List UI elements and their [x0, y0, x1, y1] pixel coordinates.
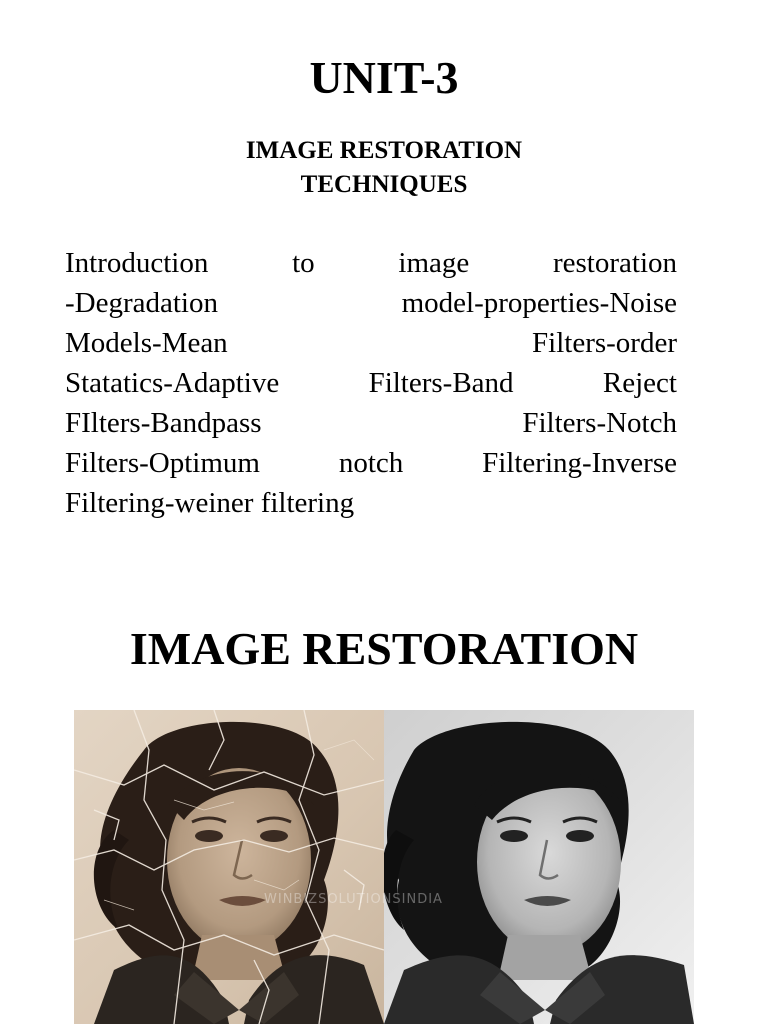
section-heading	[0, 134, 768, 202]
restored-portrait-photo	[384, 710, 694, 1024]
intro-word: Filtering-weiner filtering	[65, 487, 355, 519]
intro-word: image	[398, 247, 470, 279]
intro-line	[65, 483, 677, 523]
intro-paragraph	[65, 243, 677, 523]
intro-word: Filters-Notch	[522, 407, 677, 439]
intro-word: Statatics-Adaptive	[65, 367, 280, 399]
unit-title: UNIT-3	[309, 52, 459, 103]
intro-word: Models-Mean	[65, 327, 228, 359]
damaged-portrait-photo	[74, 710, 384, 1024]
intro-line	[65, 443, 677, 483]
restoration-photo-comparison	[74, 710, 694, 1024]
intro-word: Filters-order	[532, 327, 677, 359]
intro-line	[65, 243, 677, 283]
section-heading-line-1: IMAGE RESTORATION	[245, 137, 523, 164]
intro-word: -Degradation	[65, 287, 218, 319]
intro-line	[65, 363, 677, 403]
section-heading-line-2: TECHNIQUES	[300, 171, 468, 198]
intro-word: Reject	[602, 367, 677, 399]
intro-word: Filters-Optimum	[65, 447, 260, 479]
intro-word: FIlters-Bandpass	[65, 407, 262, 439]
watermark-text: WINBIZSOLUTIONSINDIA	[264, 892, 443, 907]
intro-line	[65, 323, 677, 363]
intro-word: model-properties-Noise	[401, 287, 677, 319]
intro-word: restoration	[552, 247, 677, 279]
intro-word: to	[292, 247, 315, 279]
intro-word: Introduction	[65, 247, 209, 279]
intro-word: Filters-Band	[368, 367, 514, 399]
intro-word: Filtering-Inverse	[482, 447, 677, 479]
intro-line	[65, 403, 677, 443]
intro-word: notch	[338, 447, 404, 479]
intro-line	[65, 283, 677, 323]
image-heading: IMAGE RESTORATION	[129, 623, 639, 674]
